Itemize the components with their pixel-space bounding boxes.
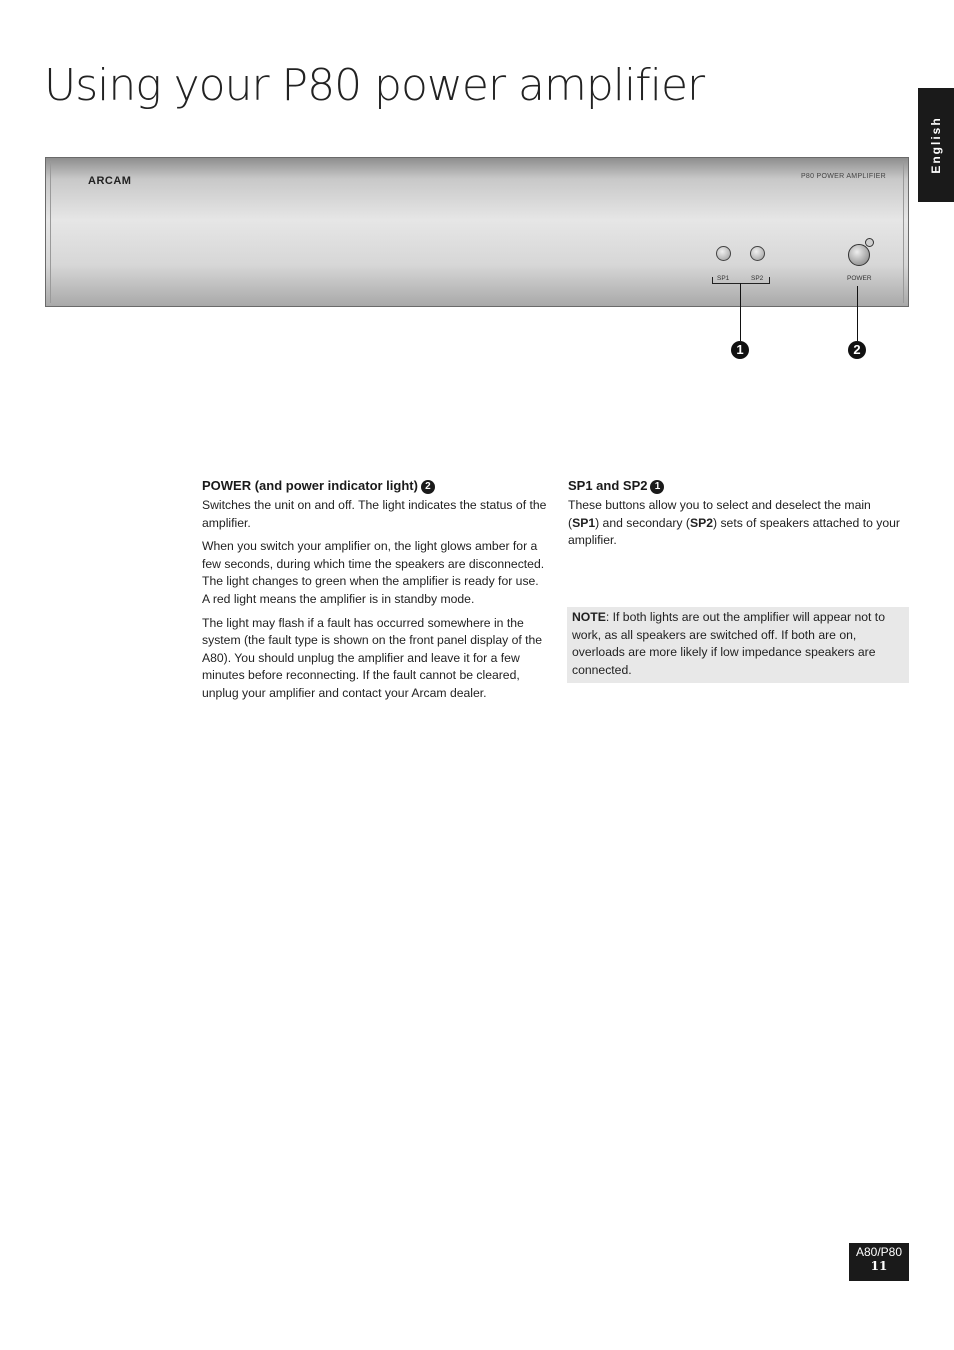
page-number: 11 <box>870 1259 888 1273</box>
page-title: Using your P80 power amplifier <box>44 60 705 111</box>
sp-text-3: ) sets of speakers attached to your amplifier. <box>568 515 900 548</box>
power-label: POWER <box>847 275 872 282</box>
note-label: NOTE <box>572 610 606 624</box>
callout-2-marker: 2 <box>848 341 866 359</box>
power-paragraph-1: Switches the unit on and off. The light indicates the status of the amplifier. <box>202 498 547 530</box>
callout-1-marker: 1 <box>731 341 749 359</box>
power-paragraph-2: When you switch your amplifier on, the light glows amber for a few seconds, during which time the speakers are disconnected. The light changes to green when the amplifier is ready for use. A red light means the amplifier is in standby mode. <box>202 539 545 606</box>
callout-1-leader-line <box>740 283 741 341</box>
sp-section <box>568 478 903 556</box>
speaker-buttons-bracket <box>712 277 770 284</box>
power-section-heading <box>202 478 548 494</box>
sp2-bold: SP2 <box>689 515 713 530</box>
power-button <box>848 244 870 266</box>
page-footer-badge <box>849 1243 909 1281</box>
power-indicator-light <box>865 238 874 247</box>
sp-section-heading <box>568 478 903 494</box>
arcam-logo: ARCAM <box>88 175 132 187</box>
sp1-bold: SP1 <box>572 515 596 530</box>
power-callout-badge: 2 <box>421 480 435 494</box>
sp1-label: SP1 <box>717 275 730 282</box>
note-text: : If both lights are out the amplifier will appear not to work, as all speakers are switched off. If both are on, overloads are more likely if low impedance speakers are connected. <box>572 610 885 677</box>
footer-model: A80/P80 <box>855 1245 903 1259</box>
sp1-button <box>716 246 731 261</box>
sp2-button <box>750 246 765 261</box>
sp-heading-text: SP1 and SP2 <box>568 478 648 493</box>
model-label: P80 POWER AMPLIFIER <box>800 173 886 180</box>
sp-text-1: These buttons allow you to select and deselect the main ( <box>568 498 871 530</box>
power-paragraph-3: The light may flash if a fault has occurred somewhere in the system (the fault type is shown on the front panel display of the A80). You should unplug the amplifier and leave it for a few minutes before reconnecting. If the fault cannot be cleared, unplug your amplifier and contact your Arcam dealer. <box>202 615 543 700</box>
language-tab <box>918 88 954 202</box>
callout-2-leader-line <box>857 286 858 341</box>
language-tab-label: English <box>929 116 943 174</box>
sp2-label: SP2 <box>751 275 764 282</box>
power-section <box>202 478 548 709</box>
amplifier-front-panel-illustration <box>45 157 909 307</box>
sp-paragraph <box>568 497 903 550</box>
sp-text-2: ) and secondary ( <box>595 515 690 530</box>
panel-inner-frame <box>50 161 904 303</box>
power-heading-text: POWER (and power indicator light) <box>202 478 418 493</box>
note-box <box>567 607 909 683</box>
sp-callout-badge: 1 <box>650 480 664 494</box>
